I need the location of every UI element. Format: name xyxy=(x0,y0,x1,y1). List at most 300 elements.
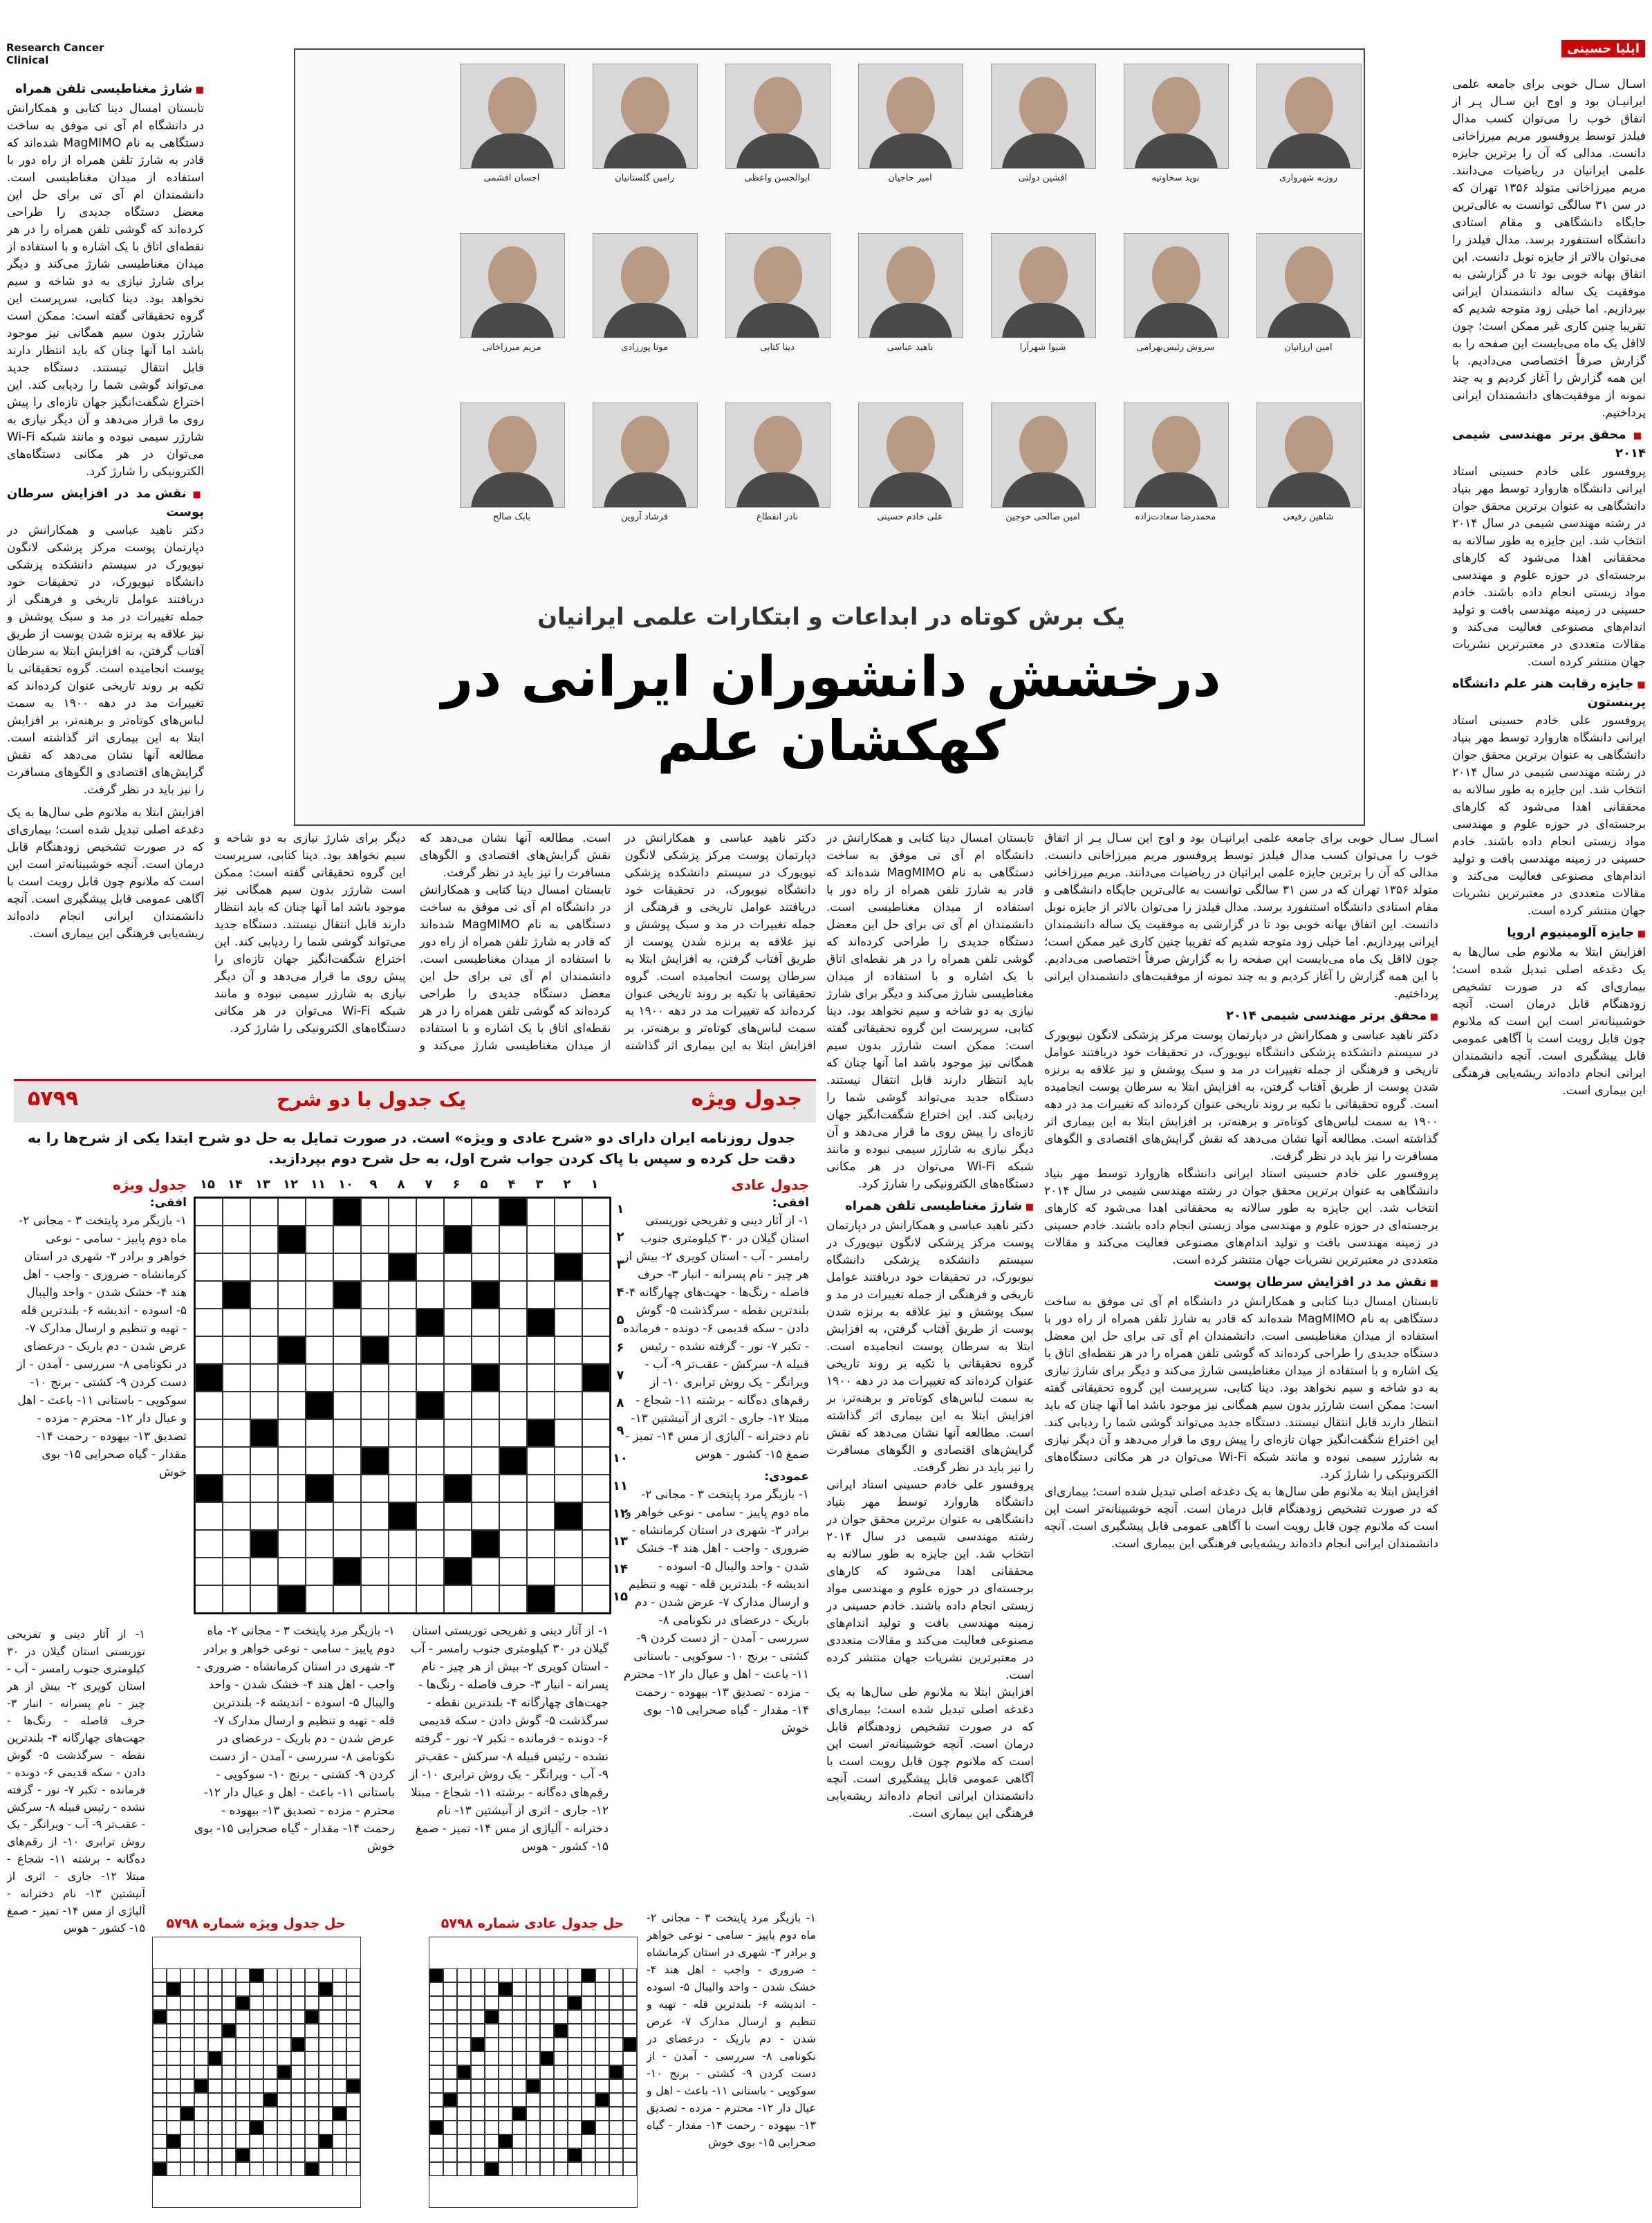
solution-cell xyxy=(554,1968,568,1982)
grid-cell[interactable] xyxy=(306,1336,333,1364)
grid-cell xyxy=(306,1475,333,1502)
grid-row-number: ۱۲ xyxy=(613,1506,628,1521)
grid-cell[interactable] xyxy=(582,1530,610,1558)
grid-cell[interactable] xyxy=(416,1281,444,1309)
grid-cell[interactable] xyxy=(527,1530,555,1558)
grid-cell[interactable] xyxy=(416,1475,444,1502)
grid-cell[interactable] xyxy=(333,1475,361,1502)
grid-cell[interactable] xyxy=(555,1447,582,1475)
grid-cell[interactable] xyxy=(195,1419,223,1447)
solution-cell xyxy=(526,1968,540,1982)
solution-cell xyxy=(582,1968,595,1982)
grid-cell[interactable] xyxy=(472,1558,499,1585)
solution-cell xyxy=(222,2010,236,2024)
solution-cell xyxy=(609,2079,623,2093)
grid-cell[interactable] xyxy=(416,1558,444,1585)
portrait-photo xyxy=(593,64,698,169)
grid-cell[interactable] xyxy=(416,1226,444,1253)
solution-cell xyxy=(595,2093,609,2107)
grid-cell[interactable] xyxy=(250,1364,278,1392)
grid-cell[interactable] xyxy=(582,1336,610,1364)
grid-cell[interactable] xyxy=(250,1336,278,1364)
grid-cell[interactable] xyxy=(333,1392,361,1419)
grid-cell[interactable] xyxy=(389,1198,416,1226)
grid-cell[interactable] xyxy=(416,1419,444,1447)
portrait-photo xyxy=(725,233,830,338)
solution-cell xyxy=(595,2162,609,2176)
grid-cell[interactable] xyxy=(527,1475,555,1502)
grid-cell[interactable] xyxy=(278,1253,306,1281)
paragraph: تابستان امسال دینا کتابی و همکارانش در دانشگاه ام آی تی موفق به ساخت دستگاهی به نام MagMIMO شده‌اند که قادر به شارژ تلفن همراه از راه دور با استفاده از میدان مغناطیسی است. دانشمندان ام آی تی برای حل این معضل دستگاه جدیدی را طراحی کرده‌اند که گوشی تلفن همراه را در هر نقطه‌ای اتاق با یک اشاره و با استفاده از میدان مغناطیسی شارژ می‌کند و دیگر برای شارژ نیازی به دو شاخه و سیم نخواهد بود. دینا کتابی، سرپرست این گروه تحقیقاتی گفته است: ممکن است شارژر بدون سیم همگانی نیز موجود باشد اما آنها چنان که باید انتظار دارند قابل انتقال نیستند. دستگاه جدید می‌تواند گوشی شما را ردیابی کند. این اختراع شگفت‌انگیز جهان تازه‌ای را پیش روی ما قرار می‌دهد و آن دیگر نیازی به شارژر سیمی نبوده و مانند شبکه Wi-Fi می‌توان در هر مکانی دستگاه‌های الکترونیکی را شارژ کرد. xyxy=(1044,1295,1438,1482)
solution-cell xyxy=(499,2065,512,2079)
solution-cell xyxy=(471,2024,485,2038)
solution-cell xyxy=(568,2010,582,2024)
grid-cell[interactable] xyxy=(582,1198,610,1226)
grid-cell[interactable] xyxy=(527,1502,555,1530)
grid-cell[interactable] xyxy=(250,1447,278,1475)
grid-cell[interactable] xyxy=(306,1585,333,1613)
grid-cell[interactable] xyxy=(555,1364,582,1392)
grid-cell[interactable] xyxy=(306,1558,333,1585)
grid-cell[interactable] xyxy=(389,1281,416,1309)
solution-cell xyxy=(485,2079,499,2093)
solution-cell xyxy=(526,2051,540,2065)
solution-cell xyxy=(180,2134,194,2148)
grid-cell[interactable] xyxy=(333,1253,361,1281)
solution-cell xyxy=(305,2107,319,2121)
grid-cell[interactable] xyxy=(555,1309,582,1336)
grid-cell[interactable] xyxy=(223,1447,250,1475)
grid-cell[interactable] xyxy=(361,1475,389,1502)
solution-cell xyxy=(208,2134,222,2148)
portrait-photo xyxy=(1256,403,1362,508)
grid-cell[interactable] xyxy=(278,1475,306,1502)
grid-cell[interactable] xyxy=(555,1198,582,1226)
solution-cell xyxy=(623,2134,637,2148)
grid-cell[interactable] xyxy=(195,1392,223,1419)
solution-cell xyxy=(250,2038,263,2051)
grid-cell[interactable] xyxy=(416,1364,444,1392)
grid-cell[interactable] xyxy=(361,1198,389,1226)
solution-cell xyxy=(526,2024,540,2038)
grid-cell[interactable] xyxy=(306,1447,333,1475)
solution-cell xyxy=(263,2134,277,2148)
grid-cell[interactable] xyxy=(250,1253,278,1281)
grid-cell[interactable] xyxy=(472,1309,499,1336)
grid-cell[interactable] xyxy=(555,1392,582,1419)
grid-cell[interactable] xyxy=(195,1447,223,1475)
portrait-photo xyxy=(858,64,963,169)
solution-cell xyxy=(319,2065,333,2079)
horizontal-label: افقی: xyxy=(772,1196,809,1210)
grid-cell[interactable] xyxy=(499,1475,527,1502)
grid-cell[interactable] xyxy=(250,1475,278,1502)
grid-cell[interactable] xyxy=(472,1336,499,1364)
crossword-number: ۵۷۹۹ xyxy=(28,1087,79,1111)
solution-cell xyxy=(457,1982,471,1996)
grid-cell[interactable] xyxy=(195,1309,223,1336)
grid-cell[interactable] xyxy=(361,1281,389,1309)
grid-cell[interactable] xyxy=(555,1530,582,1558)
solution-cell xyxy=(346,2134,360,2148)
grid-cell[interactable] xyxy=(499,1585,527,1613)
grid-cell[interactable] xyxy=(278,1558,306,1585)
grid-cell[interactable] xyxy=(472,1198,499,1226)
grid-cell[interactable] xyxy=(582,1281,610,1309)
solution-cell xyxy=(429,2010,443,2024)
solution-cell xyxy=(291,2079,305,2093)
grid-cell[interactable] xyxy=(333,1419,361,1447)
grid-cell[interactable] xyxy=(195,1198,223,1226)
grid-cell[interactable] xyxy=(472,1502,499,1530)
grid-cell[interactable] xyxy=(416,1530,444,1558)
grid-cell[interactable] xyxy=(278,1364,306,1392)
grid-cell[interactable] xyxy=(223,1502,250,1530)
grid-cell[interactable] xyxy=(306,1309,333,1336)
solution-cell xyxy=(222,2065,236,2079)
solution-cell xyxy=(429,1996,443,2010)
solution-cell xyxy=(471,1996,485,2010)
grid-cell[interactable] xyxy=(306,1198,333,1226)
subhead: ■ شارژ مغناطیسی تلفن همراه xyxy=(826,1197,1034,1216)
crossword-grid[interactable] xyxy=(194,1197,611,1614)
grid-cell[interactable] xyxy=(499,1281,527,1309)
grid-cell[interactable] xyxy=(499,1392,527,1419)
portrait-photo xyxy=(725,64,830,169)
grid-cell[interactable] xyxy=(389,1392,416,1419)
solution-cell xyxy=(429,2051,443,2065)
grid-cell[interactable] xyxy=(223,1364,250,1392)
grid-cell[interactable] xyxy=(527,1281,555,1309)
solution-cell xyxy=(623,2148,637,2162)
grid-cell[interactable] xyxy=(499,1364,527,1392)
grid-cell[interactable] xyxy=(527,1392,555,1419)
solution-cell xyxy=(305,2038,319,2051)
solution-cell xyxy=(305,2162,319,2176)
solution-cell xyxy=(554,2148,568,2162)
grid-cell[interactable] xyxy=(223,1558,250,1585)
grid-cell[interactable] xyxy=(472,1585,499,1613)
solution-cell xyxy=(180,2162,194,2176)
solution-cell xyxy=(609,1968,623,1982)
grid-cell[interactable] xyxy=(444,1364,472,1392)
grid-cell[interactable] xyxy=(361,1364,389,1392)
grid-cell[interactable] xyxy=(278,1530,306,1558)
solution-cell xyxy=(167,2121,180,2134)
grid-cell[interactable] xyxy=(333,1364,361,1392)
solution-cell xyxy=(443,1996,457,2010)
grid-cell[interactable] xyxy=(250,1226,278,1253)
solution-cell xyxy=(277,1982,291,1996)
solution-cell xyxy=(319,1968,333,1982)
grid-cell[interactable] xyxy=(444,1530,472,1558)
grid-cell[interactable] xyxy=(444,1198,472,1226)
grid-cell[interactable] xyxy=(278,1419,306,1447)
solution-cell xyxy=(263,2148,277,2162)
grid-cell[interactable] xyxy=(223,1475,250,1502)
grid-cell[interactable] xyxy=(389,1558,416,1585)
solution-cell xyxy=(582,2010,595,2024)
solution-cell xyxy=(194,2065,208,2079)
grid-cell[interactable] xyxy=(499,1336,527,1364)
grid-cell xyxy=(333,1281,361,1309)
grid-cell[interactable] xyxy=(444,1281,472,1309)
solution-cell xyxy=(291,2148,305,2162)
grid-cell[interactable] xyxy=(278,1309,306,1336)
grid-cell[interactable] xyxy=(361,1585,389,1613)
grid-cell[interactable] xyxy=(527,1198,555,1226)
solution-cell xyxy=(595,2010,609,2024)
grid-cell[interactable] xyxy=(499,1530,527,1558)
grid-cell[interactable] xyxy=(444,1392,472,1419)
solution-cell xyxy=(429,2162,443,2176)
solution-cell xyxy=(222,2162,236,2176)
grid-cell[interactable] xyxy=(278,1198,306,1226)
grid-cell[interactable] xyxy=(499,1309,527,1336)
grid-cell[interactable] xyxy=(306,1419,333,1447)
subhead: ■ نقش مد در افزایش سرطان پوست xyxy=(1044,1273,1438,1292)
solution-cell xyxy=(540,2051,554,2065)
grid-cell[interactable] xyxy=(306,1502,333,1530)
grid-cell[interactable] xyxy=(555,1419,582,1447)
grid-cell[interactable] xyxy=(333,1447,361,1475)
grid-cell[interactable] xyxy=(555,1336,582,1364)
grid-cell[interactable] xyxy=(223,1392,250,1419)
solution-cell xyxy=(346,2121,360,2134)
grid-cell[interactable] xyxy=(195,1253,223,1281)
solution-cell xyxy=(623,2024,637,2038)
grid-cell[interactable] xyxy=(499,1253,527,1281)
clues-special xyxy=(14,1176,187,1618)
grid-cell[interactable] xyxy=(499,1502,527,1530)
solution-cell xyxy=(277,2148,291,2162)
grid-cell[interactable] xyxy=(582,1419,610,1447)
column-4 xyxy=(826,830,1034,2206)
grid-cell[interactable] xyxy=(444,1585,472,1613)
solution-cell xyxy=(526,2134,540,2148)
grid-row-number: ۱۴ xyxy=(613,1562,628,1576)
grid-cell[interactable] xyxy=(555,1585,582,1613)
solution-cell xyxy=(222,2148,236,2162)
grid-cell[interactable] xyxy=(582,1585,610,1613)
solution-cell xyxy=(333,2148,346,2162)
grid-cell[interactable] xyxy=(195,1281,223,1309)
solution-cell xyxy=(305,2010,319,2024)
grid-cell[interactable] xyxy=(223,1226,250,1253)
grid-cell[interactable] xyxy=(527,1336,555,1364)
solution-cell xyxy=(568,2148,582,2162)
solution-cell xyxy=(582,2051,595,2065)
grid-cell[interactable] xyxy=(527,1253,555,1281)
solution-cell xyxy=(457,2079,471,2093)
grid-cell[interactable] xyxy=(361,1558,389,1585)
grid-cell[interactable] xyxy=(250,1392,278,1419)
grid-cell[interactable] xyxy=(582,1226,610,1253)
paragraph: دکتر ناهید عباسی و همکارانش در دپارتمان پوست مرکز پزشکی لانگون نیویورک در سیستم دانشکده پزشکی دانشگاه نیویورک، در تحقیقات خود دریافتند عوامل تاریخی و فرهنگی از جمله تغییرات در مد و سبک پوشش و نیز علاقه به برنزه شدن پوست از طریق آفتاب گرفتن، به افزایش ابتلا به سرطان پوست انجامیده است. گروه تحقیقاتی با تکیه بر روند تاریخی عنوان کرده‌اند که تغییرات مد در دهه ۱۹۰۰ به سمت لباس‌های کوتاه‌تر و برهنه‌تر، بر افزایش ابتلا به این بیماری اثر گذاشته است. مطالعه آنها نشان می‌دهد که نقش گرایش‌های اقتصادی و الگوهای مسافرت را نیز باید در نظر گرفت. xyxy=(7,524,204,797)
grid-cell[interactable] xyxy=(389,1530,416,1558)
solution-cell xyxy=(623,2093,637,2107)
paragraph: پروفسور علی خادم حسینی استاد ایرانی دانشگاه هاروارد توسط مهر بنیاد دانشگاهی به عنوان برترین محقق جوان در رشته مهندسی شیمی در سال ۲۰۱۴ انتخاب شد. این جایزه به طور سالانه به محققانی اهدا می‌شود که کارهای برجسته‌ای در حوزه علوم و مهندسی مواد زیستی انجام داده باشند. خادم حسینی در زمینه مهندسی بافت و تولید اندام‌های مصنوعی فعالیت می‌کند و مقالات متعددی در معتبرترین نشریات جهان منتشر کرده است. xyxy=(1452,714,1646,918)
subhead: ■ نقش مد در افزایش سرطان پوست xyxy=(7,485,204,521)
grid-cell[interactable] xyxy=(306,1364,333,1392)
grid-cell[interactable] xyxy=(389,1419,416,1447)
grid-cell[interactable] xyxy=(499,1419,527,1447)
solution-cell xyxy=(263,1982,277,1996)
grid-cell[interactable] xyxy=(582,1392,610,1419)
grid-cell[interactable] xyxy=(223,1419,250,1447)
grid-cell[interactable] xyxy=(250,1502,278,1530)
grid-cell xyxy=(555,1502,582,1530)
grid-cell[interactable] xyxy=(444,1253,472,1281)
grid-cell[interactable] xyxy=(416,1502,444,1530)
grid-cell[interactable] xyxy=(582,1253,610,1281)
grid-cell[interactable] xyxy=(223,1198,250,1226)
grid-cell[interactable] xyxy=(278,1281,306,1309)
grid-cell[interactable] xyxy=(306,1281,333,1309)
grid-cell[interactable] xyxy=(527,1226,555,1253)
solution-cell xyxy=(512,1982,526,1996)
grid-cell[interactable] xyxy=(223,1585,250,1613)
grid-cell[interactable] xyxy=(250,1309,278,1336)
solution-cell xyxy=(277,2079,291,2093)
grid-cell[interactable] xyxy=(250,1198,278,1226)
grid-cell xyxy=(223,1281,250,1309)
solution-cell xyxy=(180,2065,194,2079)
grid-cell[interactable] xyxy=(527,1364,555,1392)
grid-cell[interactable] xyxy=(195,1502,223,1530)
grid-cell[interactable] xyxy=(389,1336,416,1364)
grid-cell[interactable] xyxy=(250,1558,278,1585)
grid-cell[interactable] xyxy=(444,1447,472,1475)
grid-cell[interactable] xyxy=(389,1447,416,1475)
grid-cell[interactable] xyxy=(389,1364,416,1392)
grid-cell[interactable] xyxy=(389,1585,416,1613)
solution-cell xyxy=(499,2093,512,2107)
grid-cell[interactable] xyxy=(333,1530,361,1558)
grid-cell[interactable] xyxy=(195,1558,223,1585)
grid-cell[interactable] xyxy=(306,1253,333,1281)
grid-cell[interactable] xyxy=(472,1392,499,1419)
grid-cell[interactable] xyxy=(223,1336,250,1364)
grid-cell[interactable] xyxy=(195,1226,223,1253)
grid-cell[interactable] xyxy=(306,1530,333,1558)
grid-column-number: ۱۰ xyxy=(338,1177,353,1192)
grid-column-number: ۵ xyxy=(480,1177,488,1192)
grid-cell[interactable] xyxy=(389,1226,416,1253)
solution-cell xyxy=(291,1982,305,1996)
grid-cell[interactable] xyxy=(472,1253,499,1281)
grid-cell[interactable] xyxy=(361,1309,389,1336)
grid-cell[interactable] xyxy=(278,1392,306,1419)
solution-cell xyxy=(263,1996,277,2010)
grid-cell[interactable] xyxy=(527,1447,555,1475)
grid-cell[interactable] xyxy=(499,1226,527,1253)
grid-cell[interactable] xyxy=(361,1530,389,1558)
grid-cell[interactable] xyxy=(582,1502,610,1530)
grid-cell[interactable] xyxy=(555,1475,582,1502)
grid-cell[interactable] xyxy=(361,1226,389,1253)
grid-row-number: ۸ xyxy=(616,1396,624,1410)
grid-cell[interactable] xyxy=(527,1558,555,1585)
grid-cell[interactable] xyxy=(472,1419,499,1447)
grid-cell[interactable] xyxy=(416,1198,444,1226)
grid-cell[interactable] xyxy=(333,1585,361,1613)
grid-cell[interactable] xyxy=(416,1336,444,1364)
portrait-photo xyxy=(991,403,1096,508)
grid-cell[interactable] xyxy=(389,1309,416,1336)
grid-cell[interactable] xyxy=(555,1226,582,1253)
horizontal-label: افقی: xyxy=(149,1196,187,1210)
grid-cell[interactable] xyxy=(223,1309,250,1336)
grid-cell[interactable] xyxy=(361,1419,389,1447)
grid-cell[interactable] xyxy=(582,1475,610,1502)
solution-cell xyxy=(208,2051,222,2065)
grid-cell[interactable] xyxy=(278,1447,306,1475)
portrait-photo xyxy=(725,403,830,508)
grid-cell[interactable] xyxy=(278,1502,306,1530)
grid-cell[interactable] xyxy=(555,1281,582,1309)
grid-cell[interactable] xyxy=(195,1530,223,1558)
solution-cell xyxy=(291,2107,305,2121)
grid-cell[interactable] xyxy=(444,1336,472,1364)
grid-cell xyxy=(250,1419,278,1447)
grid-cell[interactable] xyxy=(306,1226,333,1253)
grid-cell[interactable] xyxy=(472,1475,499,1502)
solution-cell xyxy=(540,2148,554,2162)
grid-cell[interactable] xyxy=(361,1253,389,1281)
grid-cell[interactable] xyxy=(472,1447,499,1475)
grid-cell[interactable] xyxy=(499,1558,527,1585)
grid-cell[interactable] xyxy=(389,1475,416,1502)
grid-cell[interactable] xyxy=(333,1502,361,1530)
grid-cell[interactable] xyxy=(361,1392,389,1419)
grid-cell[interactable] xyxy=(333,1226,361,1253)
solution-cell xyxy=(305,1982,319,1996)
solution-cell xyxy=(222,1968,236,1982)
grid-cell[interactable] xyxy=(333,1309,361,1336)
solution-cell xyxy=(429,1968,443,1982)
grid-cell[interactable] xyxy=(472,1226,499,1253)
grid-cell[interactable] xyxy=(195,1336,223,1364)
grid-cell[interactable] xyxy=(444,1309,472,1336)
grid-cell[interactable] xyxy=(555,1558,582,1585)
grid-cell[interactable] xyxy=(582,1447,610,1475)
grid-cell[interactable] xyxy=(361,1502,389,1530)
portrait-photo xyxy=(1124,403,1229,508)
grid-cell[interactable] xyxy=(444,1502,472,1530)
grid-cell[interactable] xyxy=(416,1447,444,1475)
grid-column-number: ۳ xyxy=(535,1177,544,1192)
grid-cell[interactable] xyxy=(195,1585,223,1613)
grid-cell[interactable] xyxy=(416,1253,444,1281)
grid-cell[interactable] xyxy=(250,1585,278,1613)
solution-cell xyxy=(277,2093,291,2107)
clue-text: ۱- از آثار دینی و تفریحی توریستی استان گیلان در ۳۰ کیلومتری جنوب رامسر - آب - استان کویری ۲- بیش از هر چیز - نام پسرانه - انبار ۳- حرف فاصله - رنگ‌ها - جهت‌های چهارگانه ۴- بلندترین نقطه - سرگذشت ۵- گوش دادن - سکه قدیمی ۶- دونده - فرمانده - تکبر ۷- نور - گرفته نشده - رئیس قبیله ۸- سرکش - عقب‌تر ۹- آب - ویرانگر - یک روش ترابری ۱۰- از رقم‌های ده‌گانه - برشته ۱۱- شجاع - مبتلا ۱۲- جاری - اثری از آنیشتین ۱۳- نام دخترانه - آلیاژی از مس ۱۴- تمیز - صمغ ۱۵- کشور - هوس xyxy=(7,1627,145,1935)
grid-cell[interactable] xyxy=(582,1558,610,1585)
grid-cell[interactable] xyxy=(223,1530,250,1558)
solution-cell xyxy=(180,2121,194,2134)
grid-cell[interactable] xyxy=(333,1336,361,1364)
grid-cell[interactable] xyxy=(223,1253,250,1281)
solution-cell xyxy=(346,2010,360,2024)
grid-cell[interactable] xyxy=(582,1309,610,1336)
solution-cell xyxy=(471,2065,485,2079)
grid-cell[interactable] xyxy=(416,1585,444,1613)
grid-cell[interactable] xyxy=(444,1419,472,1447)
subhead: ■ جایزه آلومینیوم اروپا xyxy=(1452,924,1646,943)
grid-cell[interactable] xyxy=(250,1281,278,1309)
solution-cell xyxy=(609,2107,623,2121)
